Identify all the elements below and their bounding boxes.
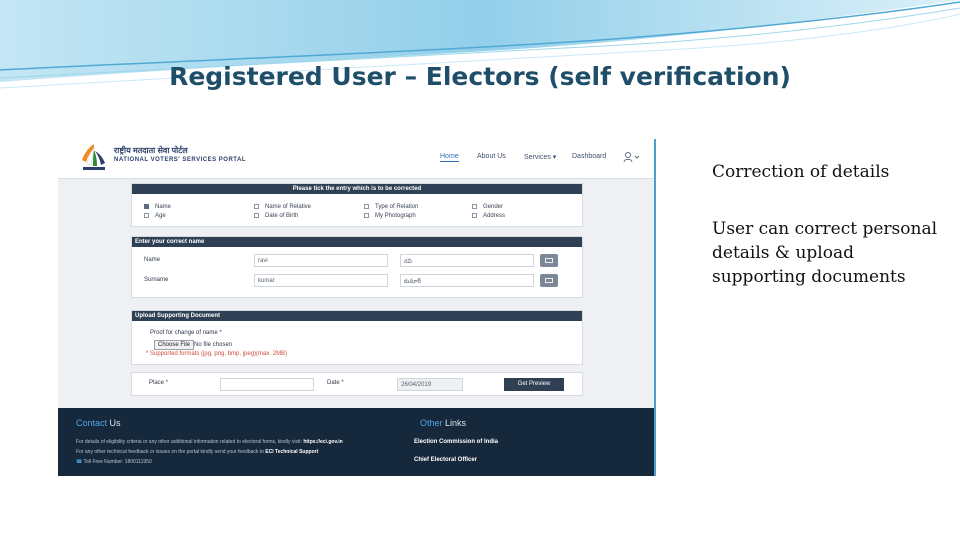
upload-document-panel	[131, 310, 583, 365]
proof-label: Proof for change of name *	[150, 330, 222, 336]
no-file-text: No file chosen	[194, 342, 233, 348]
eci-tech-support-link[interactable]: ECI Technical Support	[265, 449, 319, 455]
tick-panel-title: Please tick the entry which is to be corrected	[132, 184, 582, 194]
option-my-photograph[interactable]: My Photograph	[364, 213, 416, 219]
nav-home[interactable]: Home	[440, 153, 459, 160]
portal-footer	[58, 408, 656, 476]
eci-logo-icon	[78, 142, 110, 174]
contact-us-heading: Contact Us	[76, 418, 121, 428]
other-links-heading: Other Links	[420, 418, 467, 428]
nav-services[interactable]: Services ▾	[524, 154, 557, 161]
place-label: Place *	[149, 380, 169, 386]
checkbox-date-of-birth[interactable]	[254, 213, 259, 218]
option-type-of-relation[interactable]: Type of Relation	[364, 204, 418, 210]
link-chief-electoral-officer[interactable]: Chief Electoral Officer	[414, 457, 478, 463]
brand-hindi: राष्ट्रीय मतदाता सेवा पोर्टल	[114, 146, 188, 155]
checkbox-age[interactable]	[144, 213, 149, 218]
formats-note: * Supported formats (jpg, png, bmp, jpeg)(max. 2MB)	[146, 351, 288, 357]
nav-dashboard[interactable]: Dashboard	[572, 153, 607, 160]
name-input[interactable]: ravi	[254, 254, 388, 267]
name-label: Name	[144, 257, 161, 263]
date-input[interactable]: 26/04/2019	[397, 378, 463, 391]
checkbox-gender[interactable]	[472, 204, 477, 209]
keyboard-icon[interactable]	[540, 254, 558, 267]
portal-screenshot	[58, 139, 656, 476]
nav-about-us[interactable]: About Us	[477, 153, 506, 160]
option-date-of-birth[interactable]: Date of Birth	[254, 213, 298, 219]
brand-english: NATIONAL VOTERS' SERVICES PORTAL	[114, 157, 246, 163]
place-input[interactable]	[220, 378, 314, 391]
checkbox-type-of-relation[interactable]	[364, 204, 369, 209]
name-regional-input[interactable]: రవి	[400, 254, 534, 267]
side-body-text: User can correct personal details & upload supporting documents	[712, 219, 938, 287]
footer-toll-free: ☎ Toll Free Number: 1800111950	[76, 459, 152, 465]
correct-name-panel	[131, 236, 583, 298]
option-name[interactable]: Name	[144, 204, 171, 210]
slide-title: Registered User – Electors (self verification)	[169, 62, 791, 91]
date-label: Date *	[327, 380, 344, 386]
option-address[interactable]: Address	[472, 213, 505, 219]
upload-panel-title: Upload Supporting Document	[132, 311, 582, 321]
surname-label: Surname	[144, 277, 169, 283]
side-heading: Correction of details	[712, 162, 890, 182]
surname-input[interactable]: kumar	[254, 274, 388, 287]
checkbox-my-photograph[interactable]	[364, 213, 369, 218]
get-preview-button[interactable]: Get Preview	[504, 378, 564, 391]
option-age[interactable]: Age	[144, 213, 166, 219]
surname-regional-input[interactable]: కుమార్	[400, 274, 534, 287]
checkbox-address[interactable]	[472, 213, 477, 218]
link-election-commission[interactable]: Election Commission of India	[414, 439, 499, 445]
option-gender[interactable]: Gender	[472, 204, 503, 210]
option-name-of-relative[interactable]: Name of Relative	[254, 204, 311, 210]
tick-entry-panel	[131, 183, 583, 227]
footer-feedback-text: For any other technical feedback or issues on the portal kindly send your feedback to ECI Technical Support	[76, 449, 319, 455]
checkbox-name[interactable]	[144, 204, 149, 209]
eci-website-link[interactable]: https://eci.gov.in	[303, 439, 343, 445]
choose-file-button[interactable]: Choose File	[154, 340, 194, 350]
site-header	[58, 139, 656, 179]
user-icon[interactable]	[623, 151, 639, 163]
name-panel-title: Enter your correct name	[132, 237, 582, 247]
footer-eligibility-text: For details of eligibility criteria or any other additional information related to electoral forms, kindly visit: https://eci.gov.in	[76, 439, 343, 445]
checkbox-name-of-relative[interactable]	[254, 204, 259, 209]
keyboard-icon[interactable]	[540, 274, 558, 287]
